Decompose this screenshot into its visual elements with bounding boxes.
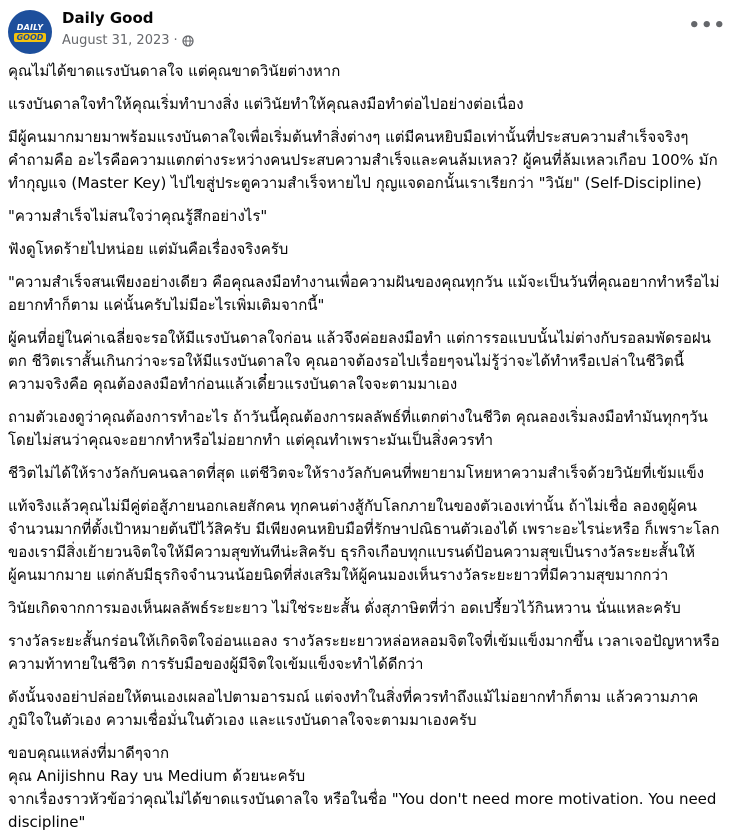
post-paragraph: ถามตัวเองดูว่าคุณต้องการทำอะไร ถ้าวันนี้คุณต้องการผลลัพธ์ที่แตกต่างในชีวิต คุณลองเริ่มลงมือทำมันทุกๆวัน โดยไม่สนว่าคุณจะอยากทำหรือไม่อยากทำ แต่คุณทำเพราะมันเป็นสิ่งควรทำ — [8, 408, 708, 449]
post-paragraph: "ความสำเร็จไม่สนใจว่าคุณรู้สึกอย่างไร" — [8, 207, 268, 225]
post-paragraph: คุณไม่ได้ขาดแรงบันดาลใจ แต่คุณขาดวินัยต่างหาก — [8, 62, 341, 80]
post-paragraph: ชีวิตไม่ได้ให้รางวัลกับคนฉลาดที่สุด แต่ชีวิตจะให้รางวัลกับคนที่พยายามโหยหาความสำเร็จด้วยวินัยที่เข้มแข็ง — [8, 464, 705, 482]
post-paragraph: แท้จริงแล้วคุณไม่มีคู่ต่อสู้ภายนอกเลยสักคน ทุกคนต่างสู้กับโลกภายในของตัวเองเท่านั้น ถ้าไม่เชื่อ ลองดูผู้คนจำนวนมากที่ตั้งเป้าหมายต้นปีไว้สิครับ มีเพียงคนหยิบมือที่รักษาปณิธานตัวเองได้ เพราะอะไรน่ะหรือ ก็เพราะโลกของเรามีสิ่งเย้ายวนจิตใจให้มีความสุขทันทีน่ะสิครับ ธุรกิจเกือบทุกแบรนด์ป้อนความสุขเป็นรางวัลระยะสั้นให้ผู้คนมากมาย แต่กลับมีธุรกิจจำนวนน้อยนิดที่ส่งเสริมให้ผู้คนมองเห็นรางวัลระยะยาวที่มีความสุขมากกว่า — [8, 497, 720, 584]
post-meta — [62, 33, 194, 48]
avatar-text-top: DAILY — [16, 22, 44, 32]
globe-icon[interactable] — [182, 35, 194, 47]
avatar[interactable] — [8, 10, 52, 54]
post-paragraph: ผู้คนที่อยู่ในค่าเฉลี่ยจะรอให้มีแรงบันดาลใจก่อน แล้วจึงค่อยลงมือทำ แต่การรอแบบนั้นไม่ต่างกับรอลมพัดรอฝนตก ชีวิตเราสั้นเกินกว่าจะรอให้มีแรงบันดาลใจ คุณอาจต้องรอไปเรื่อยๆจนไม่รู้ว่าจะได้ทำหรือเปล่าในชีวิตนี้ ความจริงคือ คุณต้องลงมือทำก่อนแล้วเดี๋ยวแรงบันดาลใจจะตามมาเอง — [8, 329, 711, 393]
post-body — [8, 60, 724, 832]
post-paragraph: รางวัลระยะสั้นกร่อนให้เกิดจิตใจอ่อนแอลง รางวัลระยะยาวหล่อหลอมจิตใจที่เข้มแข็งมากขึ้น เวลาเจอปัญหาหรือความท้าทายในชีวิต การรับมือของผู้มีจิตใจเข้มแข็งจะทำได้ดีกว่า — [8, 632, 720, 673]
post-paragraph: แรงบันดาลใจทำให้คุณเริ่มทำบางสิ่ง แต่วินัยทำให้คุณลงมือทำต่อไปอย่างต่อเนื่อง — [8, 95, 524, 113]
post-header — [8, 8, 734, 56]
author-name[interactable]: Daily Good — [62, 9, 154, 27]
post-date[interactable]: August 31, 2023 — [62, 33, 170, 48]
post-paragraph: มีผู้คนมากมายมาพร้อมแรงบันดาลใจเพื่อเริ่มต้นทำสิ่งต่างๆ แต่มีคนหยิบมือเท่านั้นที่ประสบความสำเร็จจริงๆ คำถามคือ อะไรคือความแตกต่างระหว่างคนประสบความสำเร็จและคนล้มเหลว? ผู้คนที่ล้มเหลวเกือบ 100% มักทำกุญแจ (Master Key) ไปไขสู่ประตูความสำเร็จหายไป กุญแจดอกนั้นเราเรียกว่า "วินัย" (Self-Discipline) — [8, 128, 718, 192]
post-paragraph: ดังนั้นจงอย่าปล่อยให้ตนเองเผลอไปตามอารมณ์ แต่จงทำในสิ่งที่ควรทำถึงแม้ไม่อยากทำก็ตาม แล้วความภาคภูมิใจในตัวเอง ความเชื่อมั่นในตัวเอง และแรงบันดาลใจจะตามมาเองครับ — [8, 688, 699, 729]
post-paragraph: "ความสำเร็จสนเพียงอย่างเดียว คือคุณลงมือทำงานเพื่อความฝันของคุณทุกวัน แม้จะเป็นวันที่คุณอยากทำหรือไม่อยากทำก็ตาม แค่นั้นครับไม่มีอะไรเพิ่มเติมจากนี้" — [8, 273, 720, 314]
post-paragraph: ขอบคุณแหล่งที่มาดีๆจาก คุณ Anijishnu Ray บน Medium ด้วยนะครับ จากเรื่องราวหัวข้อว่าคุณไม่ได้ขาดแรงบันดาลใจ หรือในชื่อ "You don't need more motivation. You need discipline" — [8, 744, 717, 831]
post-paragraph: วินัยเกิดจากการมองเห็นผลลัพธ์ระยะยาว ไม่ใช่ระยะสั้น ดั่งสุภาษิตที่ว่า อดเปรี้ยวไว้กินหวาน นั่นแหละครับ — [8, 599, 681, 617]
post-paragraph: ฟังดูโหดร้ายไปหน่อย แต่มันคือเรื่องจริงครับ — [8, 240, 289, 258]
meta-separator: · — [173, 33, 178, 48]
more-options-icon[interactable]: ••• — [688, 15, 726, 36]
avatar-text-bottom: GOOD — [14, 33, 47, 42]
